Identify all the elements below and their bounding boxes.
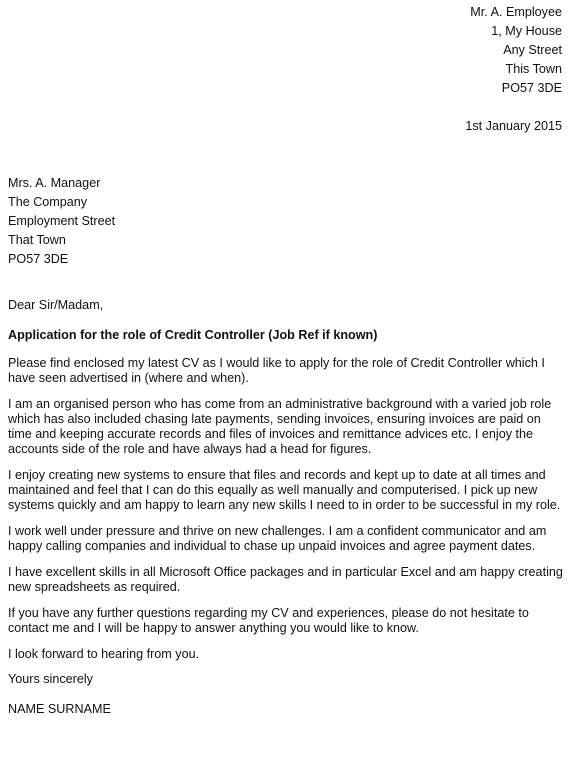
sender-town: This Town xyxy=(505,62,562,76)
recipient-name: Mrs. A. Manager xyxy=(8,176,101,190)
sign-off: Yours sincerely xyxy=(8,672,93,686)
body-paragraph-intro: Please find enclosed my latest CV as I would like to apply for the role of Credit Controller which I have seen advertised in (where and when). xyxy=(8,356,545,385)
letter-date: 1st January 2015 xyxy=(465,119,562,133)
body-paragraph-communication: I work well under pressure and thrive on new challenges. I am a confident communicator and am happy calling companies and individual to chase up unpaid invoices and agree payment dates. xyxy=(8,524,547,553)
recipient-postcode: PO57 3DE xyxy=(8,252,69,266)
subject-line: Application for the role of Credit Controller (Job Ref if known) xyxy=(8,328,378,342)
sender-name: Mr. A. Employee xyxy=(470,5,562,19)
sender-postcode: PO57 3DE xyxy=(501,81,562,95)
sender-address-line-2: Any Street xyxy=(503,43,562,57)
signatory-name: NAME SURNAME xyxy=(8,702,111,716)
sender-address-line-1: 1, My House xyxy=(491,24,562,38)
body-paragraph-skills: I have excellent skills in all Microsoft Office packages and in particular Excel and am happy creating new spreadsheets as required. xyxy=(8,565,563,594)
body-paragraph-systems: I enjoy creating new systems to ensure that files and records and kept up to date at all times and maintained and feel that I can do this equally as well manually and computerised. I pick up new systems quickly and am happy to learn any new skills I need to in order to be successful in my role. xyxy=(8,468,561,512)
salutation: Dear Sir/Madam, xyxy=(8,298,104,312)
recipient-street: Employment Street xyxy=(8,214,116,228)
recipient-company: The Company xyxy=(8,195,88,209)
sender-address-block xyxy=(470,3,562,98)
body-paragraph-closing: I look forward to hearing from you. xyxy=(8,647,200,661)
body-paragraph-questions: If you have any further questions regarding my CV and experiences, please do not hesitate to contact me and I will be happy to answer anything you would like to know. xyxy=(8,606,529,635)
recipient-town: That Town xyxy=(8,233,66,247)
letter-body xyxy=(8,356,564,673)
body-paragraph-background: I am an organised person who has come from an administrative background with a varied job role which has also included chasing late payments, sending invoices, ensuring invoices are paid on time and keeping accurate records and files of invoices and remittance advices etc. I enjoy the accounts side of the role and have always had a head for figures. xyxy=(8,397,552,456)
recipient-address-block xyxy=(8,174,115,269)
letter-closing xyxy=(8,672,111,732)
